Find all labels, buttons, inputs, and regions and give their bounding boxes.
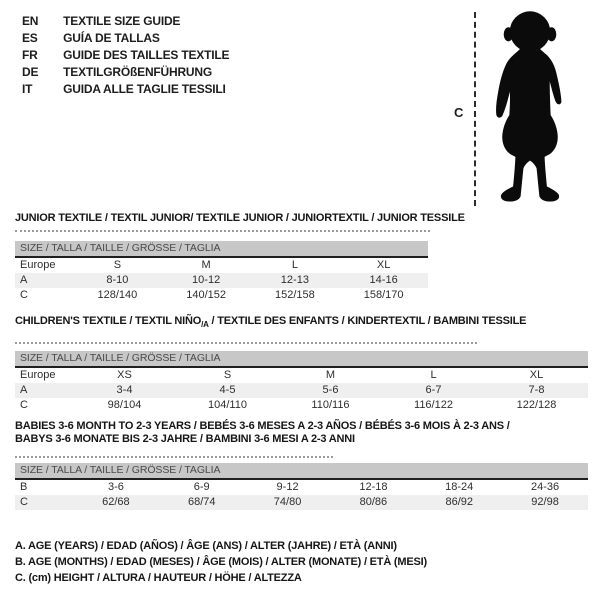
height-measure-label: C — [454, 105, 464, 120]
table-cell: 5-6 — [322, 384, 339, 397]
column-header: S — [223, 369, 232, 382]
row-label: B — [20, 481, 28, 493]
section-heading-line1: BABIES 3-6 MONTH TO 2-3 YEARS / BEBÉS 3-6 MESES A 2-3 AÑOS / BÉBÉS 3-6 MOIS À 2-3 ANS / — [15, 420, 510, 432]
table-row — [15, 383, 588, 398]
language-title: TEXTILE SIZE GUIDE — [63, 14, 181, 28]
table-cell: 14-16 — [369, 274, 398, 286]
table-cell: 80/86 — [359, 496, 388, 508]
table-cell: 8-10 — [106, 274, 129, 286]
table-cell: 128/140 — [97, 289, 138, 301]
section-heading — [15, 315, 588, 331]
table-cell: 12-13 — [280, 274, 309, 286]
row-values — [73, 273, 428, 288]
column-header: XL — [529, 369, 544, 382]
row-values — [73, 398, 588, 413]
column-header: M — [201, 259, 211, 271]
row-label: C — [20, 496, 28, 508]
section-babies-textile — [15, 420, 588, 510]
language-title: GUÍA DE TALLAS — [63, 31, 160, 45]
language-row — [22, 13, 229, 30]
table-cell: 104/110 — [208, 399, 247, 412]
section-junior-textile — [15, 212, 465, 303]
table-cell: 116/122 — [414, 399, 453, 412]
table-row — [15, 398, 588, 413]
row-values — [73, 495, 588, 510]
table-cell: 98/104 — [107, 399, 142, 412]
table-cell: 122/128 — [516, 399, 557, 412]
table-cell: 74/80 — [273, 496, 302, 508]
language-code: IT — [22, 82, 33, 96]
table-cell: 92/98 — [531, 496, 559, 508]
column-headers — [73, 258, 428, 273]
heading-text: / TEXTILE DES ENFANTS / KINDERTEXTIL / BAMBINI TESSILE — [208, 315, 527, 327]
heading-text: CHILDREN'S TEXTILE / TEXTIL NIÑO — [15, 315, 202, 327]
table-cell: 158/170 — [363, 289, 404, 301]
region-label: Europe — [20, 259, 56, 271]
language-code: ES — [22, 31, 38, 45]
table-row — [15, 273, 428, 288]
language-title: GUIDA ALLE TAGLIE TESSILI — [63, 82, 226, 96]
column-header: L — [291, 259, 298, 271]
table-cell: 152/158 — [274, 289, 315, 301]
language-title-list — [22, 13, 229, 98]
language-code: DE — [22, 65, 39, 79]
language-row — [22, 81, 229, 98]
language-row — [22, 64, 229, 81]
table-cell: 62/68 — [102, 496, 130, 508]
language-row — [22, 30, 229, 47]
table-row — [15, 288, 428, 303]
row-label: C — [20, 399, 28, 412]
footnotes — [15, 538, 427, 586]
table-cell: 6-7 — [425, 384, 442, 397]
section-childrens-textile — [15, 315, 588, 413]
column-header: S — [113, 259, 122, 271]
table-cell: 10-12 — [192, 274, 221, 286]
language-row — [22, 47, 229, 64]
footnote-line: B. AGE (MONTHS) / EDAD (MESES) / ÂGE (MOIS) / ALTER (MONATE) / ETÀ (MESI) — [15, 556, 427, 568]
table-cell: 86/92 — [445, 496, 473, 508]
column-header-row — [15, 258, 428, 273]
size-header-bar: SIZE / TALLA / TAILLE / GRÖSSE / TAGLIA — [15, 241, 428, 258]
table-cell: 18-24 — [445, 481, 474, 493]
column-header: M — [325, 369, 336, 382]
row-label: A — [20, 384, 28, 397]
table-cell: 7-8 — [528, 384, 545, 397]
language-code: EN — [22, 14, 39, 28]
section-heading-line2: BABYS 3-6 MONATE BIS 2-3 JAHRE / BAMBINI 3-6 MESI A 2-3 ANNI — [15, 433, 355, 445]
table-row — [15, 480, 588, 495]
table-cell: 12-18 — [359, 481, 388, 493]
dotted-rule — [15, 230, 430, 232]
table-cell: 9-12 — [276, 481, 299, 493]
language-title: GUIDE DES TAILLES TEXTILE — [63, 48, 230, 62]
baby-silhouette-icon — [482, 8, 578, 210]
footnote-line: A. AGE (YEARS) / EDAD (AÑOS) / ÂGE (ANS) / ALTER (JAHRE) / ETÀ (ANNI) — [15, 540, 397, 552]
height-measure-dashed-line — [474, 12, 476, 206]
column-header: L — [430, 369, 437, 382]
heading-subscript: /A — [201, 320, 209, 330]
table-body — [15, 273, 428, 303]
row-values — [73, 480, 588, 495]
table-cell: 140/152 — [186, 289, 226, 301]
table-cell: 4-5 — [219, 384, 236, 397]
dotted-rule — [15, 456, 333, 458]
table-body — [15, 383, 588, 413]
section-heading: JUNIOR TEXTILE / TEXTIL JUNIOR/ TEXTILE JUNIOR / JUNIORTEXTIL / JUNIOR TESSILE — [15, 212, 465, 224]
table-cell: 24-36 — [530, 481, 560, 493]
dotted-rule — [15, 342, 477, 344]
table-cell: 110/116 — [311, 399, 350, 412]
table-cell: 3-4 — [116, 384, 133, 397]
footnote-line: C. (cm) HEIGHT / ALTURA / HAUTEUR / HÖHE / ALTEZZA — [15, 572, 302, 584]
table-cell: 6-9 — [193, 481, 210, 493]
size-header-bar: SIZE / TALLA / TAILLE / GRÖSSE / TAGLIA — [15, 463, 588, 480]
table-cell: 3-6 — [107, 481, 124, 493]
column-header-row — [15, 368, 588, 383]
table-cell: 68/74 — [187, 496, 216, 508]
language-title: TEXTILGRÖßENFÜHRUNG — [63, 65, 213, 79]
language-code: FR — [22, 48, 38, 62]
row-label: C — [20, 289, 28, 301]
table-body — [15, 480, 588, 510]
column-header: XS — [117, 369, 132, 382]
column-header: XL — [376, 259, 391, 271]
table-row — [15, 495, 588, 510]
baby-figure-area — [440, 0, 600, 215]
region-label: Europe — [20, 369, 56, 382]
column-headers — [73, 368, 588, 383]
size-header-bar: SIZE / TALLA / TAILLE / GRÖSSE / TAGLIA — [15, 351, 588, 368]
row-label: A — [20, 274, 28, 286]
row-values — [73, 288, 428, 303]
row-values — [73, 383, 588, 398]
